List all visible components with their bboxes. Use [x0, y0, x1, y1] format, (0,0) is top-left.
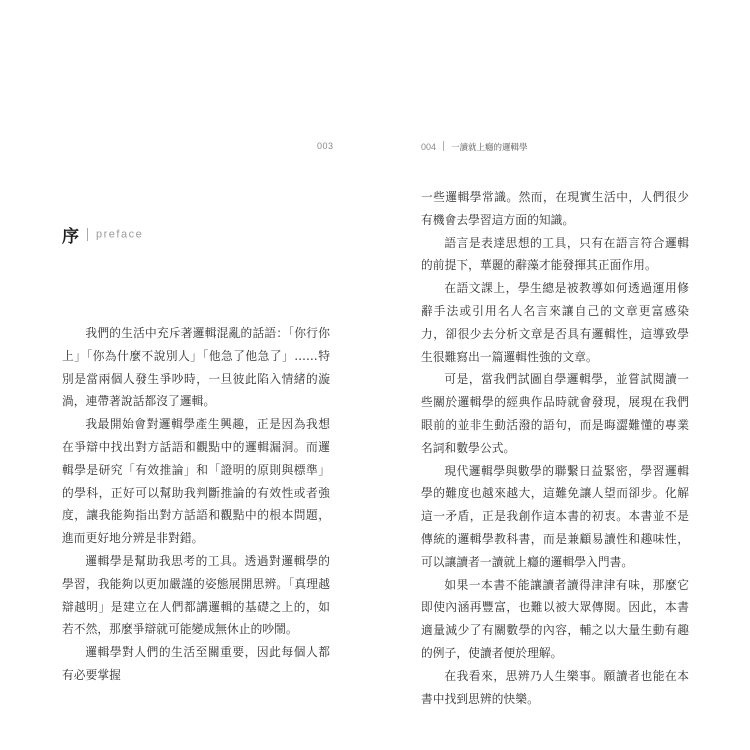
- paragraph: 我最開始會對邏輯學產生興趣，正是因為我想在爭辯中找出對方話語和觀點中的邏輯漏洞。而邏輯學是研究「有效推論」和「證明的原則與標準」的學科，正好可以幫助我判斷推論的有效性或者強度，讓我能夠指出對方話語和觀點中的根本問題，進而更好地分辨是非對錯。: [62, 417, 330, 546]
- paragraph: 在語文課上，學生總是被教導如何透過運用修辭手法或引用名人名言來讓自己的文章更富感染力，卻很少去分析文章是否具有邏輯性，這導致學生很難寫出一篇邏輯性強的文章。: [421, 281, 689, 364]
- chapter-title-english: preface: [96, 228, 144, 241]
- title-divider: [87, 228, 88, 241]
- running-header: [421, 141, 528, 153]
- paragraph: 現代邏輯學與數學的聯繫日益緊密，學習邏輯學的難度也越來越大，這難免讓人望而卻步。化解這一矛盾，正是我創作這本書的初衷。本書並不是傳統的邏輯學教科書，而是兼顧易讀性和趣味性，可以讓讀者一讀就上癮的邏輯學入門書。: [421, 463, 689, 569]
- book-title: 一讀就上癮的邏輯學: [451, 143, 528, 153]
- header-divider: [443, 141, 444, 151]
- chapter-title-chinese: 序: [62, 227, 79, 247]
- page-number-right: 004: [421, 142, 437, 152]
- page-number-left: 003: [317, 141, 334, 151]
- paragraph: 我們的生活中充斥著邏輯混亂的話語：「你行你上」「你為什麼不說別人」「他急了他急了」……特別是當兩個人發生爭吵時，一旦彼此陷入情緒的漩渦，連帶著說話都沒了邏輯。: [62, 326, 330, 409]
- paragraph: 如果一本書不能讓讀者讀得津津有味，那麼它即使內涵再豐富，也難以被大眾傳閱。因此，本書適量減少了有關數學的內容，輔之以大量生動有趣的例子，使讀者便於理解。: [421, 577, 689, 660]
- paragraph: 邏輯學對人們的生活至關重要，因此每個人都有必要掌握: [62, 645, 330, 682]
- right-body-text: [421, 186, 689, 710]
- paragraph: 可是，當我們試圖自學邏輯學，並嘗試閱讀一些關於邏輯學的經典作品時就會發現，展現在我們眼前的並非生動活潑的語句，而是晦澀難懂的專業名詞和數學公式。: [421, 372, 689, 455]
- left-body-text: [62, 322, 330, 687]
- paragraph-continued: 一些邏輯學常識。然而，在現實生活中，人們很少有機會去學習這方面的知識。: [421, 190, 689, 227]
- paragraph: 在我看來，思辨乃人生樂事。願讀者也能在本書中找到思辨的快樂。: [421, 668, 689, 706]
- paragraph: 邏輯學是幫助我思考的工具。透過對邏輯學的學習，我能夠以更加嚴謹的姿態展開思辨。「真理越辯越明」是建立在人們都講邏輯的基礎之上的，如若不然，那麼爭辯就可能變成無休止的吵鬧。: [62, 553, 330, 637]
- chapter-title: [62, 222, 143, 247]
- right-page: [375, 0, 750, 750]
- paragraph: 語言是表達思想的工具，只有在語言符合邏輯的前提下，華麗的辭藻才能發揮其正面作用。: [421, 235, 689, 273]
